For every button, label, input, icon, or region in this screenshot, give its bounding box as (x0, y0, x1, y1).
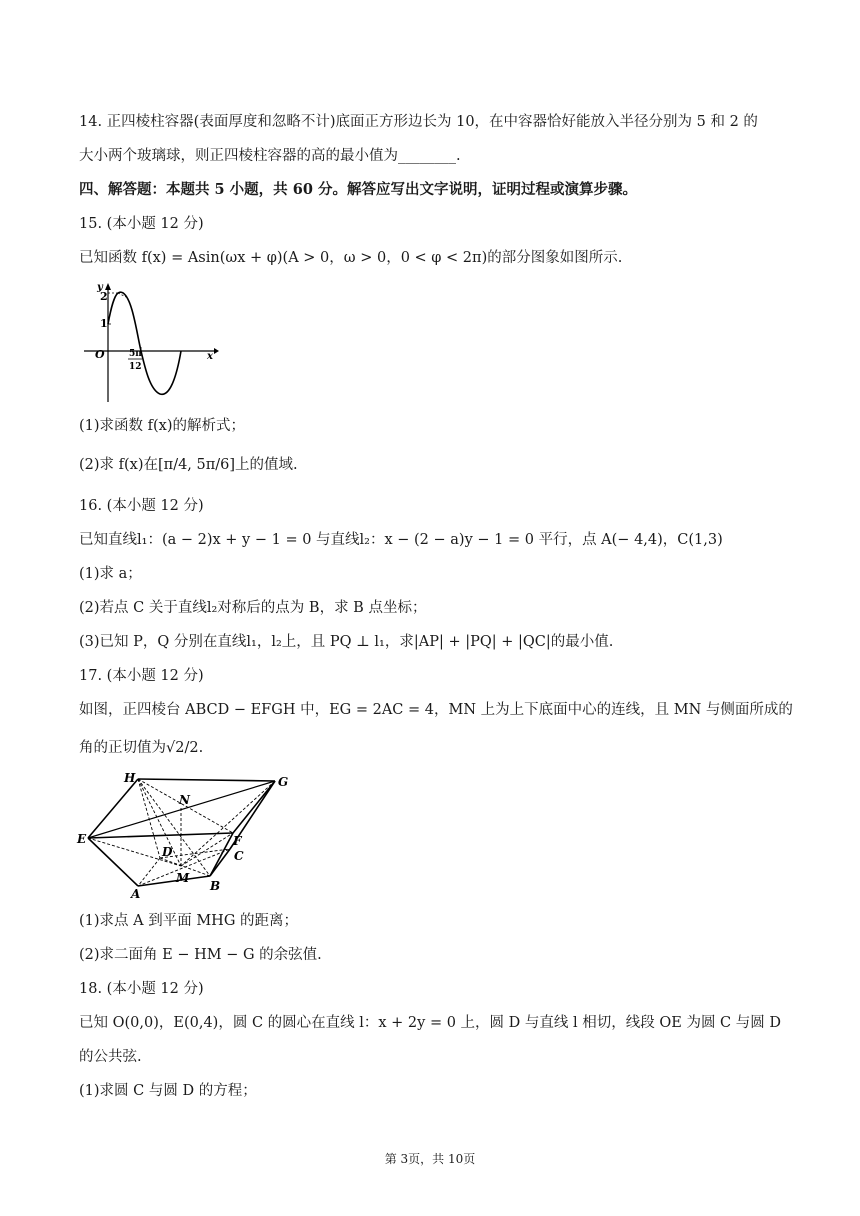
vertex-E: E (77, 832, 87, 846)
problem-14-line-1: 14. 正四棱柱容器(表面厚度和忽略不计)底面正方形边长为 10，在中容器恰好能放入半径分别为 5 和 2 的 (79, 114, 758, 130)
problem-18-part-1: (1)求圆 C 与圆 D 的方程； (79, 1083, 257, 1099)
edge-AB (138, 876, 210, 886)
problem-16-part-3: (3)已知 P，Q 分别在直线l₁，l₂上，且 PQ ⊥ l₁，求|AP| + |PQ| + |QC|的最小值. (79, 634, 614, 650)
frustum-figure (76, 770, 296, 900)
problem-16-stem: 已知直线l₁：(a − 2)x + y − 1 = 0 与直线l₂：x − (2 − a)y − 1 = 0 平行，点 A(− 4,4)，C(1,3) (79, 532, 723, 548)
y-label: y (97, 282, 103, 293)
section-heading: 四、解答题：本题共 5 小题，共 60 分。解答应写出文字说明，证明过程或演算步骤。 (79, 181, 637, 198)
origin-label: O (95, 348, 105, 361)
y-axis-arrow (105, 283, 111, 290)
diag-EG (88, 781, 275, 838)
edge-FB (210, 833, 233, 876)
problem-15-part-1: (1)求函数 f(x)的解析式； (79, 418, 246, 434)
vertex-B: B (210, 879, 221, 893)
vertex-C: C (234, 849, 244, 863)
problem-18-stem-2: 的公共弦. (79, 1049, 142, 1065)
sine-graph-figure (80, 280, 220, 405)
vertex-H: H (124, 771, 136, 785)
x-label: x (207, 351, 213, 362)
edge-EF (88, 833, 233, 838)
edge-HG (138, 779, 275, 781)
frac-den-12: 12 (129, 362, 142, 372)
point-M: M (176, 871, 190, 885)
problem-16-header: 16. (本小题 12 分) (79, 498, 204, 514)
sine-curve (108, 292, 181, 394)
problem-17-stem-1: 如图，正四棱台 ABCD − EFGH 中，EG = 2AC = 4，MN 上为上下底面中心的连线，且 MN 与侧面所成的 (79, 702, 793, 718)
problem-15-stem: 已知函数 f(x) = Asin(ωx + φ)(A > 0，ω > 0，0 < φ < 2π)的部分图象如图所示. (79, 250, 623, 266)
vertex-G: G (278, 775, 289, 789)
problem-17-part-2: (2)求二面角 E − HM − G 的余弦值. (79, 947, 322, 963)
vertex-D: D (162, 845, 173, 859)
hidden-HM (138, 779, 181, 866)
problem-16-part-2: (2)若点 C 关于直线l₂对称后的点为 B，求 B 点坐标； (79, 600, 427, 616)
hidden-HB (138, 779, 210, 876)
page-number-footer: 第 3页，共 10页 (384, 1152, 476, 1166)
frac-num-5pi: 5π (129, 349, 142, 359)
hidden-HD (138, 779, 160, 858)
label-1: 1 (100, 317, 108, 330)
problem-17-stem-2: 角的正切值为√2/2. (79, 740, 204, 756)
edge-GF (233, 781, 275, 833)
x-axis-arrow (214, 348, 219, 354)
point-N: N (179, 793, 190, 807)
vertex-A: A (131, 887, 141, 900)
edge-EH (88, 779, 138, 838)
problem-16-part-1: (1)求 a； (79, 566, 142, 582)
label-2: 2 (100, 290, 108, 303)
problem-17-header: 17. (本小题 12 分) (79, 668, 204, 684)
vertex-F: F (233, 834, 242, 848)
problem-17-part-1: (1)求点 A 到平面 MHG 的距离； (79, 913, 299, 929)
problem-15-part-2: (2)求 f(x)在[π/4, 5π/6]上的值域. (79, 457, 298, 473)
problem-18-stem-1: 已知 O(0,0)，E(0,4)，圆 C 的圆心在直线 l：x + 2y = 0 上，圆 D 与直线 l 相切，线段 OE 为圆 C 与圆 D (79, 1015, 781, 1031)
problem-14-line-2: 大小两个玻璃球，则正四棱柱容器的高的最小值为________. (79, 148, 461, 164)
problem-18-header: 18. (本小题 12 分) (79, 981, 204, 997)
problem-15-header: 15. (本小题 12 分) (79, 216, 204, 232)
hidden-GM (181, 781, 275, 866)
